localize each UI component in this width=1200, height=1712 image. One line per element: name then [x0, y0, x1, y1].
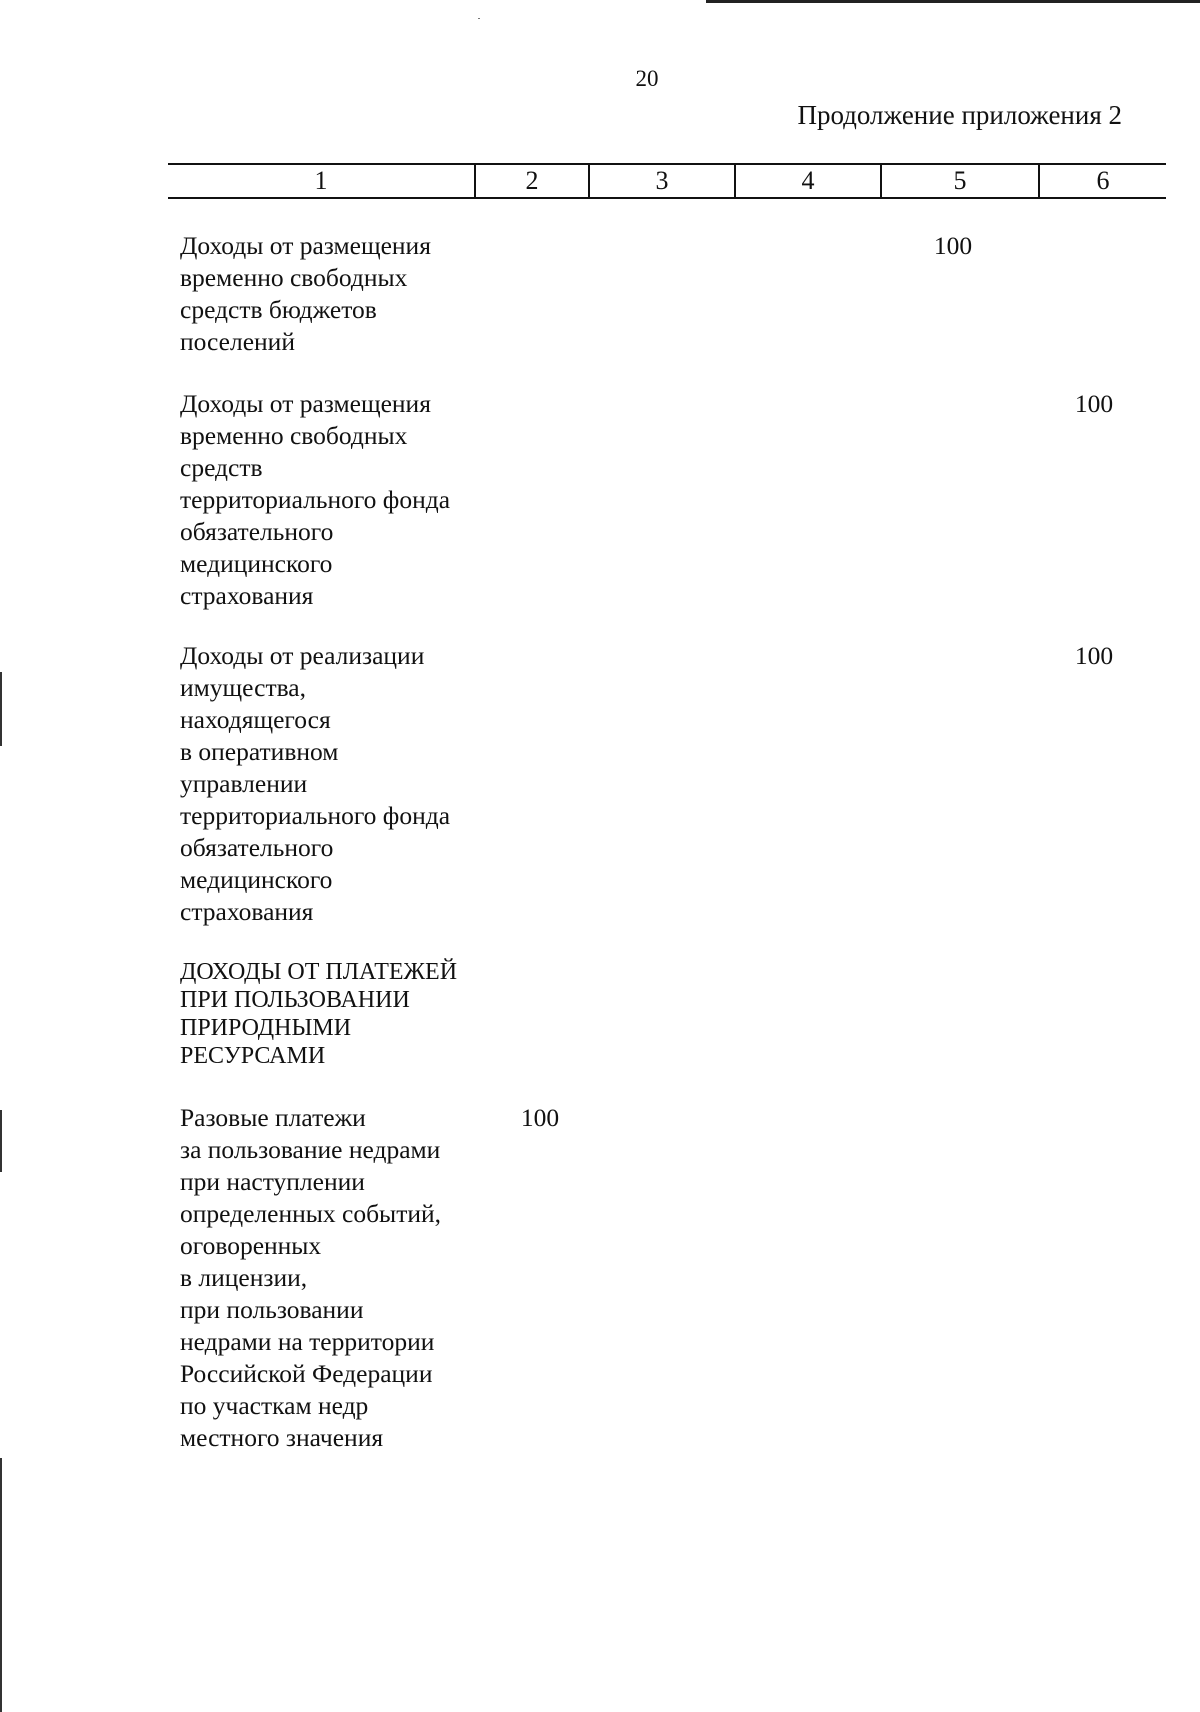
row-text-line: недрами на территории	[180, 1327, 435, 1356]
row-text-line: местного значения	[180, 1423, 384, 1452]
row-text-line: поселений	[180, 327, 295, 356]
row-text-line: Доходы от размещения	[180, 389, 431, 418]
row-text-line: ДОХОДЫ ОТ ПЛАТЕЖЕЙ	[180, 959, 458, 985]
row-5-col-2-value: 100	[520, 1103, 560, 1132]
row-text-line: страхования	[180, 581, 314, 610]
row-text-line: медицинского	[180, 549, 333, 578]
scan-left-edge-mark	[0, 672, 2, 746]
column-header-2: 2	[525, 166, 539, 195]
row-text-line: медицинского	[180, 865, 333, 894]
row-text-line: ПРИРОДНЫМИ	[180, 1015, 352, 1041]
row-text-line: находящегося	[180, 705, 331, 734]
row-text-line: Доходы от размещения	[180, 231, 431, 260]
row-text-line: страхования	[180, 897, 314, 926]
page-number: 20	[635, 66, 659, 91]
appendix-continuation-title: Продолжение приложения 2	[797, 100, 1122, 130]
table-row-income-oms-property-sale	[180, 640, 500, 928]
scan-speck	[478, 18, 480, 19]
row-text-line: оговоренных	[180, 1231, 322, 1260]
row-text-line: имущества,	[180, 673, 306, 702]
row-text-line: Российской Федерации	[180, 1359, 433, 1388]
row-text-line: средств бюджетов	[180, 295, 377, 324]
table-row-section-natural-resources	[180, 958, 500, 1070]
row-text-line: временно свободных	[180, 263, 408, 292]
column-header-5: 5	[953, 166, 967, 195]
row-text-line: Доходы от реализации	[180, 641, 425, 670]
scan-edge-line	[706, 0, 1200, 3]
column-header-6: 6	[1096, 166, 1110, 195]
row-text-line: в оперативном	[180, 737, 339, 766]
row-text-line: ПРИ ПОЛЬЗОВАНИИ	[180, 987, 410, 1013]
row-text-line: обязательного	[180, 833, 334, 862]
column-header-1: 1	[314, 166, 328, 195]
row-text-line: Разовые платежи	[180, 1103, 366, 1132]
row-text-line: определенных событий,	[180, 1199, 442, 1228]
row-text-line: при наступлении	[180, 1167, 365, 1196]
row-text-line: при пользовании	[180, 1295, 364, 1324]
row-text-line: временно свободных	[180, 421, 408, 450]
row-text-line: средств	[180, 453, 263, 482]
scan-left-edge-mark	[0, 1458, 2, 1712]
row-text-line: РЕСУРСАМИ	[180, 1043, 326, 1069]
row-text-line: управлении	[180, 769, 308, 798]
column-header-3: 3	[655, 166, 669, 195]
row-text-line: территориального фонда	[180, 485, 451, 514]
row-3-col-6-value: 100	[1074, 641, 1114, 670]
row-text-line: территориального фонда	[180, 801, 451, 830]
column-header-4: 4	[801, 166, 815, 195]
table-row-subsoil-one-time-payments	[180, 1102, 500, 1454]
row-text-line: за пользование недрами	[180, 1135, 441, 1164]
row-2-col-6-value: 100	[1074, 389, 1114, 418]
scan-left-edge-mark	[0, 1110, 2, 1172]
row-text-line: по участкам недр	[180, 1391, 369, 1420]
table-header	[168, 163, 1166, 199]
row-1-col-5-value: 100	[933, 231, 973, 260]
table-row-income-budget-settlements	[180, 230, 500, 358]
row-text-line: в лицензии,	[180, 1263, 308, 1292]
row-text-line: обязательного	[180, 517, 334, 546]
table-row-income-oms-fund-deposits	[180, 388, 500, 612]
